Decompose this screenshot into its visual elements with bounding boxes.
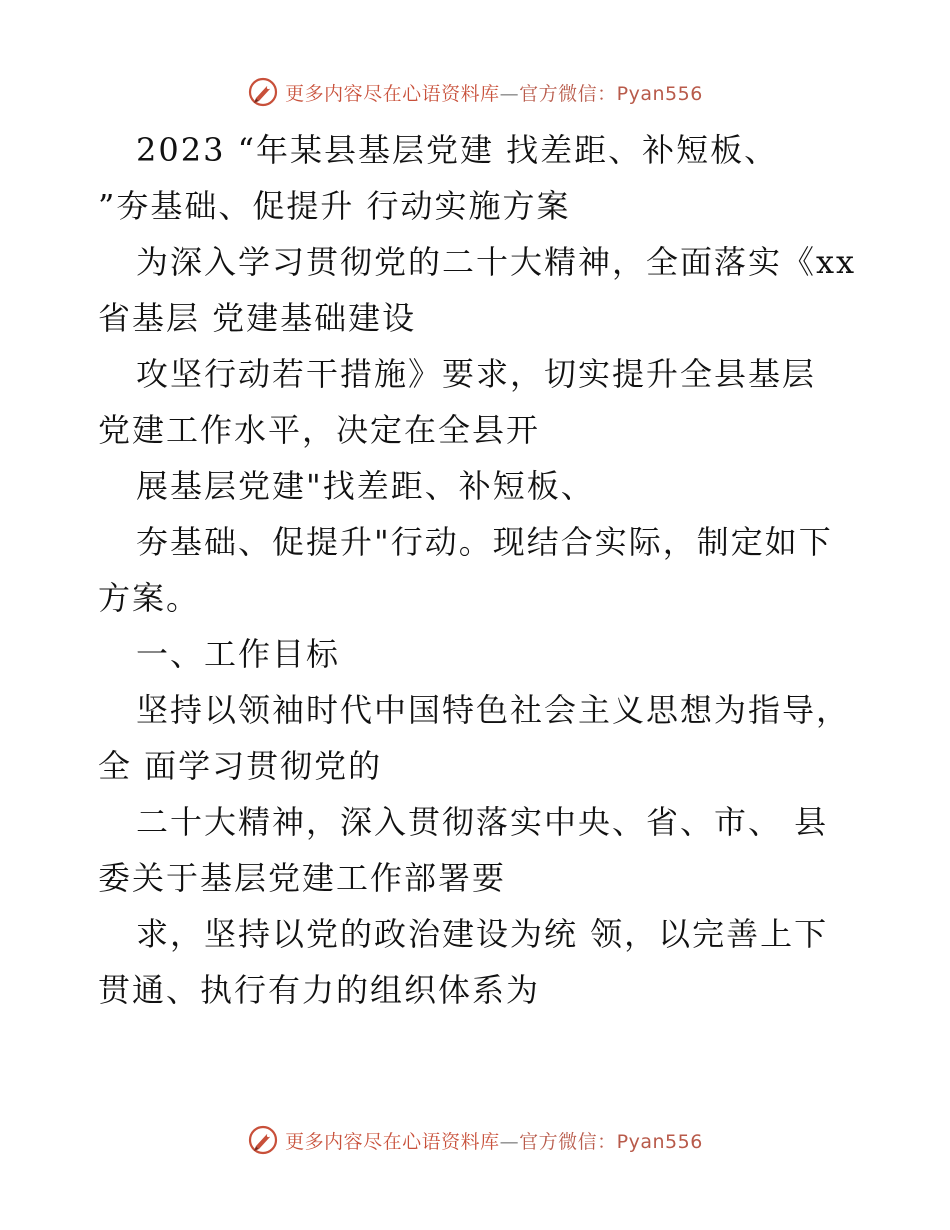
paragraph-line: 党建工作水平，决定在全县开 xyxy=(98,411,541,449)
paragraph-line: ”夯基础、促提升 行动实施方案 xyxy=(98,187,571,225)
paragraph-line: 坚持以领袖时代中国特色社会主义思想为指导， xyxy=(136,691,851,729)
watermark-account-text: 官方微信：Pyan556 xyxy=(519,1130,703,1153)
paragraph-line: 展基层党建"找差距、补短板、 xyxy=(136,467,595,505)
watermark-text xyxy=(285,79,703,106)
watermark-text xyxy=(285,1127,703,1154)
paragraph-line: 2023 “年某县基层党建 找差距、补短板、 xyxy=(136,131,779,169)
watermark-main-text: 更多内容尽在心语资料库 xyxy=(285,82,500,105)
watermark-separator: — xyxy=(499,1130,520,1153)
paragraph-line: 二十大精神，深入贯彻落实中央、省、市、 县 xyxy=(136,803,829,841)
paragraph-line: 为深入学习贯彻党的二十大精神，全面落实《xx xyxy=(136,243,857,281)
paragraph-line: 求，坚持以党的政治建设为统 领，以完善上下 xyxy=(136,915,829,953)
pen-logo-icon xyxy=(247,76,279,108)
paragraph-line: 一、工作目标 xyxy=(136,635,341,673)
pen-logo-icon xyxy=(247,1124,279,1156)
watermark-banner-bottom xyxy=(0,1120,950,1160)
watermark-content xyxy=(247,1124,703,1156)
paragraph-line: 省基层 党建基础建设 xyxy=(98,299,417,337)
watermark-main-text: 更多内容尽在心语资料库 xyxy=(285,1130,500,1153)
watermark-banner-top xyxy=(0,72,950,112)
document-body xyxy=(98,122,858,1018)
paragraph-line: 攻坚行动若干措施》要求，切实提升全县基层 xyxy=(136,355,817,393)
watermark-account-text: 官方微信：Pyan556 xyxy=(519,82,703,105)
paragraph-line: 委关于基层党建工作部署要 xyxy=(98,859,507,897)
paragraph-line: 贯通、执行有力的组织体系为 xyxy=(98,971,541,1009)
paragraph-line: 夯基础、促提升"行动。现结合实际，制定如下 xyxy=(136,523,833,561)
paragraph-line: 全 面学习贯彻党的 xyxy=(98,747,383,785)
paragraph-line: 方案。 xyxy=(98,579,201,617)
watermark-content xyxy=(247,76,703,108)
watermark-separator: — xyxy=(499,82,520,105)
